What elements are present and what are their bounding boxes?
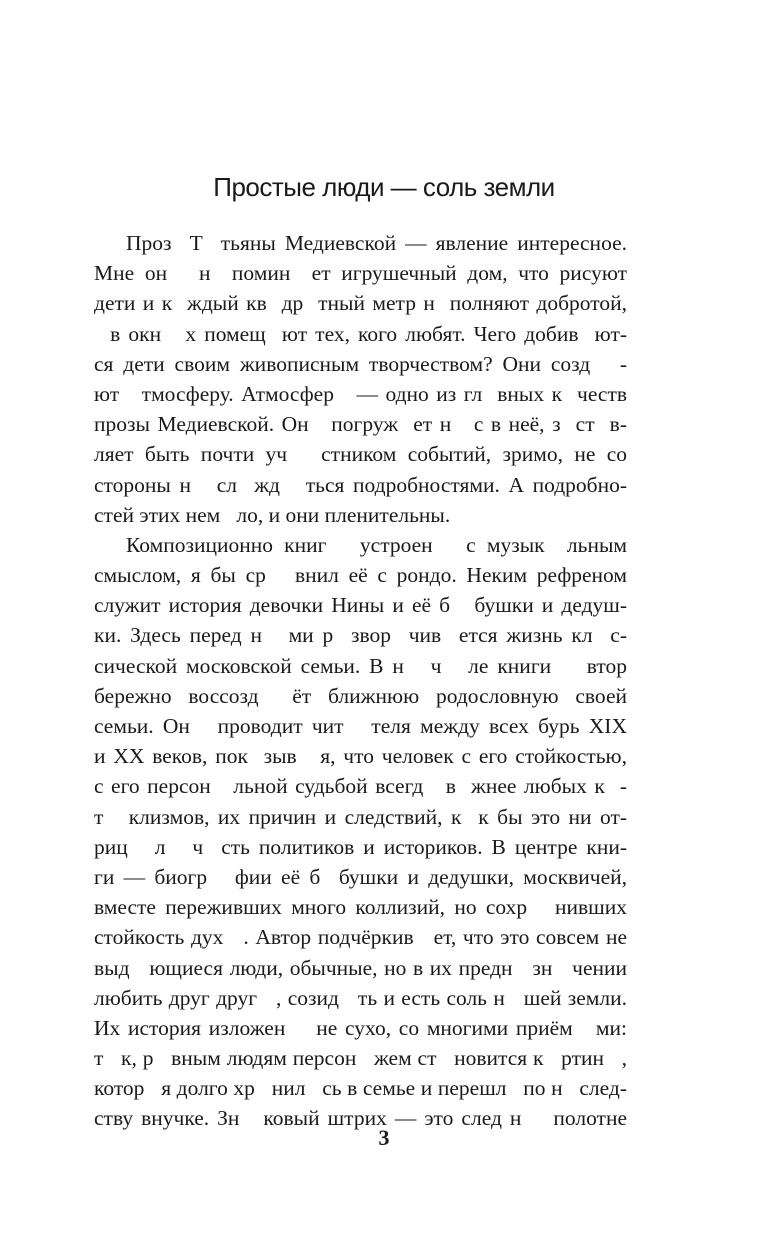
text-line: ся дети своим живописным творчеством? Они созд - xyxy=(94,351,627,376)
text-line: с его персон льной судьбой всегд в жнее любых к - xyxy=(94,774,627,799)
text-line: смыслом, я бы ср внил её с рондо. Неким рефреном xyxy=(94,563,627,588)
text-line: стороны н сл жд ться подробностями. А подробно- xyxy=(94,472,627,497)
text-line: Мне он н помин ет игрушечный дом, что рисуют xyxy=(94,261,627,286)
chapter-title: Простые люди — соль земли xyxy=(213,172,555,202)
text-line: Проз Т тьяны Медиевской — явление интересное. xyxy=(126,231,627,255)
text-line: и XX веков, пок зыв я, что человек с его стойкостью, xyxy=(94,744,627,769)
text-line: ют тмосферу. Атмосфер — одно из гл вных к честв xyxy=(94,381,627,406)
text-line: Композиционно книг устроен с музык льным xyxy=(126,532,627,557)
text-line: вместе переживших много коллизий, но сохр нивших xyxy=(94,895,627,920)
text-line: т клизмов, их причин и следствий, к к бы это ни от- xyxy=(94,804,627,829)
text-line: риц л ч сть политиков и историков. В центре кни- xyxy=(94,834,627,859)
text-line: дети и к ждый кв др тный метр н полняют добротой, xyxy=(94,291,627,316)
text-line: стей этих нем ло, и они пленительны. xyxy=(94,502,451,527)
text-line: семьи. Он проводит чит теля между всех бурь XIX xyxy=(94,714,627,738)
text-line: т к, р вным людям персон жем ст новится к ртин , xyxy=(94,1046,627,1071)
body-text xyxy=(94,228,627,1134)
text-line: сической московской семьи. В н ч ле книги втор xyxy=(94,653,627,678)
text-line: ги — биогр фии её б бушки и дедушки, москвичей, xyxy=(94,864,627,889)
text-line: в окн х помещ ют тех, кого любят. Чего добив ют- xyxy=(94,321,627,346)
text-line: бережно воссозд ёт ближнюю родословную своей xyxy=(94,683,627,708)
text-line: стойкость дух . Автор подчёркив ет, что это совсем не xyxy=(94,925,627,950)
text-line: котор я долго хр нил сь в семье и перешл по н след- xyxy=(94,1076,627,1101)
text-line: ки. Здесь перед н ми р звор чив ется жизнь кл с- xyxy=(94,623,627,648)
text-line: ству внучке. Зн ковый штрих — это след н полотне xyxy=(94,1106,627,1131)
text-line: служит история девочки Нины и её б бушки и дедуш- xyxy=(94,593,627,618)
text-line: любить друг друг , созид ть и есть соль н шей земли. xyxy=(94,985,627,1010)
text-line: ляет быть почти уч стником событий, зримо, не со xyxy=(94,442,627,467)
page-number: 3 xyxy=(378,1125,390,1150)
text-line: выд ющиеся люди, обычные, но в их предн зн чении xyxy=(94,955,627,980)
text-line: Их история изложен не сухо, со многими приём ми: xyxy=(94,1015,627,1040)
text-line: прозы Медиевской. Он погруж ет н с в неё, з ст в- xyxy=(94,412,627,437)
